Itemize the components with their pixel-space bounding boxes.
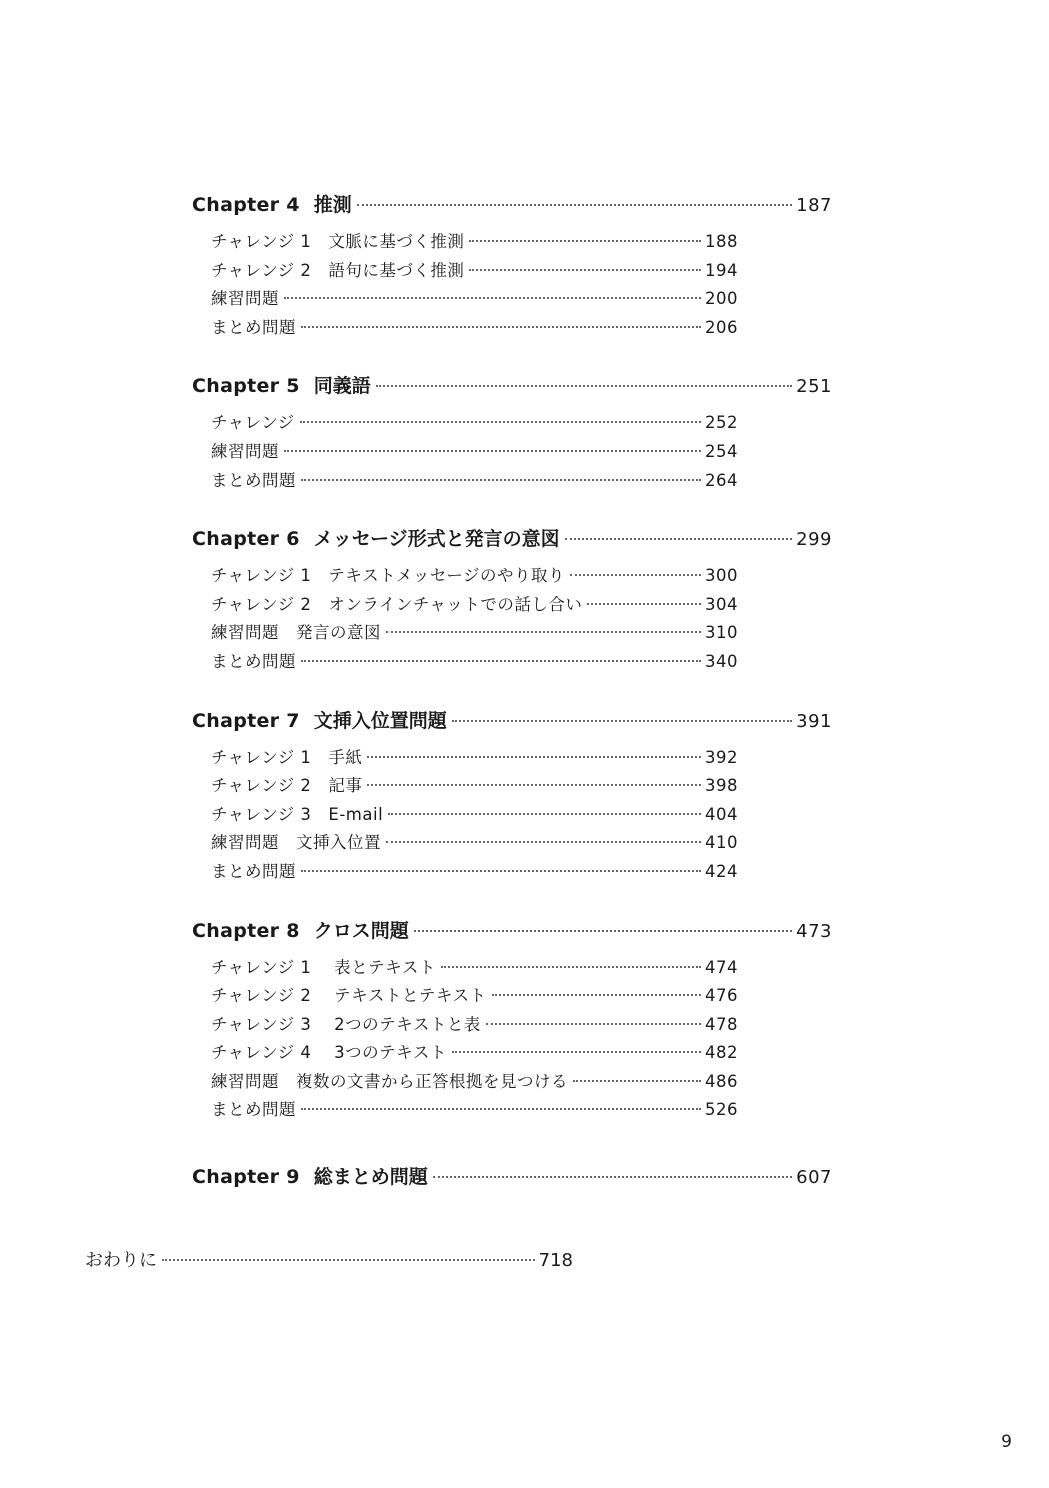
toc-item[interactable] [211,591,738,620]
item-title: 練習問題 文挿入位置 [211,833,381,853]
chapter-title: 同義語 [313,375,371,398]
dot-leader [486,1023,701,1025]
dot-leader [433,1176,792,1178]
spacer [192,887,832,916]
dot-leader [357,204,792,206]
closing-entry[interactable] [85,1246,573,1272]
item-title: まとめ問題 [211,317,296,337]
item-title: チャレンジ 4 3つのテキスト [211,1043,447,1063]
item-page: 478 [705,1014,738,1034]
item-title: チャレンジ 1 テキストメッセージのやり取り [211,566,565,586]
dot-leader [301,870,701,872]
spacer [192,342,832,371]
toc-item[interactable] [211,1068,738,1097]
toc-item[interactable] [211,1039,738,1068]
table-of-contents [192,190,832,1200]
chapter-items [211,409,738,495]
chapter-label: Chapter 8 [192,919,300,942]
item-title: まとめ問題 [211,861,296,881]
item-title: まとめ問題 [211,1100,296,1120]
chapter-heading[interactable] [192,916,832,954]
item-page: 476 [705,986,738,1006]
toc-item[interactable] [211,801,738,830]
chapter-title: クロス問題 [313,919,409,942]
item-page: 340 [705,651,738,671]
item-page: 252 [705,413,738,433]
dot-leader [441,966,701,968]
spacer [192,495,832,524]
item-page: 526 [705,1100,738,1120]
chapter-4 [192,190,832,342]
chapter-items [211,954,738,1126]
item-page: 264 [705,470,738,490]
toc-item[interactable] [211,409,738,438]
chapter-7 [192,706,832,887]
item-page: 206 [705,317,738,337]
chapter-heading[interactable] [192,706,832,744]
item-page: 424 [705,861,738,881]
dot-leader [386,841,701,843]
toc-item[interactable] [211,228,738,257]
item-title: チャレンジ 3 2つのテキストと表 [211,1014,481,1034]
chapter-label: Chapter 9 [192,1166,300,1189]
item-title: 練習問題 複数の文書から正答根拠を見つける [211,1071,568,1091]
chapter-title: 総まとめ問題 [313,1166,428,1189]
dot-leader [386,631,701,633]
item-title: チャレンジ 1 文脈に基づく推測 [211,232,465,251]
toc-item[interactable] [211,744,738,773]
chapter-label: Chapter 6 [192,528,300,551]
dot-leader [301,660,701,662]
item-title: チャレンジ 2 記事 [211,776,363,796]
dot-leader [162,1259,535,1261]
toc-item[interactable] [211,438,738,467]
dot-leader [301,326,701,328]
chapter-items [211,744,738,887]
dot-leader [300,421,701,423]
chapter-items [211,562,738,676]
chapter-6 [192,524,832,676]
chapter-heading[interactable] [192,1162,832,1200]
dot-leader [367,784,701,786]
toc-item[interactable] [211,1096,738,1125]
dot-leader [414,930,792,932]
dot-leader [284,450,701,452]
item-page: 482 [705,1043,738,1063]
chapter-page: 187 [796,195,832,216]
toc-item[interactable] [211,619,738,648]
item-title: チャレンジ 1 手紙 [211,747,363,767]
dot-leader [492,994,701,996]
dot-leader [452,720,792,722]
toc-item[interactable] [211,467,738,496]
dot-leader [301,479,701,481]
toc-item[interactable] [211,772,738,801]
item-title: 練習問題 発言の意図 [211,623,381,643]
chapter-heading[interactable] [192,371,832,409]
chapter-page: 391 [796,710,832,732]
dot-leader [469,240,701,242]
dot-leader [469,269,701,271]
item-page: 404 [705,804,738,824]
chapter-page: 299 [796,529,832,551]
item-page: 304 [705,594,738,614]
chapter-5 [192,371,832,495]
chapter-heading[interactable] [192,524,832,562]
item-title: チャレンジ 2 語句に基づく推測 [211,260,465,280]
item-title: チャレンジ [211,413,295,433]
item-page: 254 [705,441,738,461]
chapter-label: Chapter 5 [192,375,300,398]
toc-item[interactable] [211,562,738,591]
chapter-heading[interactable] [192,190,832,228]
item-page: 486 [705,1071,738,1091]
chapter-label: Chapter 4 [192,194,300,216]
item-page: 392 [705,747,738,767]
item-page: 188 [705,232,738,251]
item-page: 310 [705,623,738,643]
dot-leader [573,1080,701,1082]
item-page: 300 [705,566,738,586]
item-title: 練習問題 [211,441,279,461]
toc-item[interactable] [211,648,738,677]
toc-item[interactable] [211,1011,738,1040]
dot-leader [565,538,792,540]
dot-leader [388,813,701,815]
toc-item[interactable] [211,257,738,286]
toc-item[interactable] [211,829,738,858]
page-number: 9 [1001,1432,1012,1452]
dot-leader [570,574,701,576]
item-page: 474 [705,957,738,977]
chapter-title: メッセージ形式と発言の意図 [313,528,560,551]
chapter-items [211,228,738,342]
toc-item[interactable] [211,285,738,314]
chapter-label: Chapter 7 [192,709,300,732]
dot-leader [367,756,701,758]
chapter-title: 推測 [313,194,352,216]
chapter-9 [192,1162,832,1200]
item-title: まとめ問題 [211,651,296,671]
dot-leader [301,1108,701,1110]
closing-title: おわりに [85,1250,157,1271]
item-page: 398 [705,776,738,796]
item-title: まとめ問題 [211,470,296,490]
dot-leader [284,297,701,299]
chapter-page: 251 [796,376,832,398]
chapter-title: 文挿入位置問題 [313,709,447,732]
spacer [192,677,832,706]
toc-item[interactable] [211,982,738,1011]
item-title: チャレンジ 2 テキストとテキスト [211,986,487,1006]
closing-page: 718 [538,1250,573,1271]
item-title: チャレンジ 3 E-mail [211,804,384,824]
item-page: 200 [705,289,738,309]
dot-leader [452,1051,701,1053]
item-page: 410 [705,833,738,853]
item-title: 練習問題 [211,289,279,309]
chapter-page: 473 [796,920,832,942]
item-title: チャレンジ 2 オンラインチャットでの話し合い [211,594,583,614]
dot-leader [376,385,792,387]
toc-item[interactable] [211,858,738,887]
dot-leader [587,603,701,605]
chapter-8 [192,916,832,1126]
item-page: 194 [705,260,738,280]
chapter-page: 607 [796,1167,832,1189]
spacer [192,1125,832,1162]
item-title: チャレンジ 1 表とテキスト [211,957,436,977]
toc-item[interactable] [211,314,738,343]
toc-item[interactable] [211,954,738,983]
